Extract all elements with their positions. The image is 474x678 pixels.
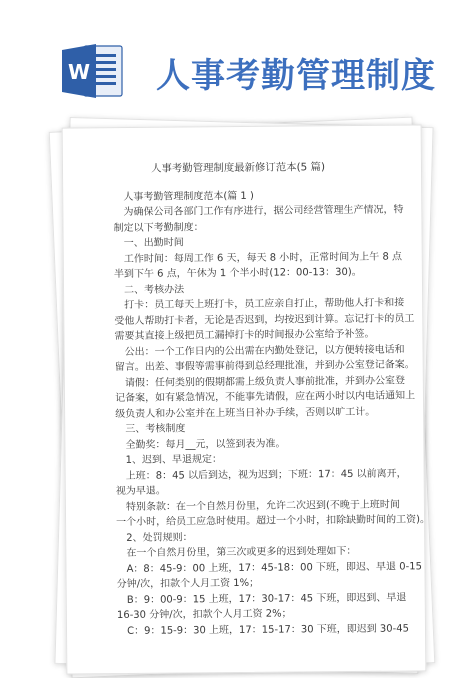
paragraph-line: 一个小时，给员工应急时使用。超过一个小时，扣除缺勤时间的工资)。 bbox=[116, 514, 431, 528]
paragraph-line: 半到下午 6 点，午休为 1 个半小时(12：00-13：30)。 bbox=[113, 266, 362, 280]
paragraph-line: 为确保公司各部门工作有序进行，据公司经营管理生产情况，特 bbox=[123, 204, 404, 218]
section-heading: 人事考勤管理制度范本(篇 1 ) bbox=[123, 190, 254, 203]
header-title: 人事考勤管理制度 bbox=[156, 56, 436, 96]
word-logo-letter: W bbox=[67, 60, 91, 84]
document-body bbox=[113, 160, 431, 639]
page-header bbox=[0, 0, 474, 108]
paragraph-line: 16-30 分钟/次，扣款个人月工资 2%； bbox=[116, 608, 292, 621]
paragraph-line: 受他人帮助打卡者，无论是否迟到，均按迟到计算。忘记打卡的员工 bbox=[114, 312, 415, 327]
word-document-icon bbox=[60, 42, 124, 100]
paragraph-line: 留言。出差、事假等需事前得到总经理批准，并到办公室登记备案。 bbox=[114, 359, 415, 373]
paragraph-line: 制定以下考勤制度： bbox=[113, 221, 204, 234]
section-heading: 三、考核制度 bbox=[125, 423, 186, 435]
paragraph-line: 在一个自然月份里，第三次或更多的迟到处理如下： bbox=[126, 545, 357, 559]
paragraph-line: B：9：00-9：15 上班，17：30-17：45 下班，即迟到、早退 bbox=[126, 591, 407, 606]
paragraph-line: 记备案，如有紧急情况，不能事先请假，应在两小时以内电话通知上 bbox=[115, 390, 416, 404]
section-heading: 二、考核办法 bbox=[124, 283, 185, 296]
paragraph-line: 视为早退。 bbox=[115, 485, 166, 497]
paragraph-line: 特别条款：在一个自然月份里，允许二次迟到(不晚于上班时间 bbox=[125, 499, 400, 513]
document-title: 人事考勤管理制度最新修订范本(5 篇) bbox=[151, 161, 326, 175]
paragraph-line: 级负责人和办公室并在上班当日补办手续，否则以旷工计。 bbox=[115, 406, 376, 420]
subsection-heading: 1、迟到、早退规定： bbox=[125, 454, 223, 466]
subsection-heading: 2、处罚规则： bbox=[126, 531, 193, 544]
paragraph-line: 请假：任何类别的假期都需上级负责人事前批准，并到办公室登 bbox=[124, 374, 405, 389]
paragraph-line: A：8：45-9：00 上班，17：45-18：00 下班，即迟、早退 0-15 bbox=[126, 560, 422, 575]
paragraph-line: 上班：8：45 以后到达，视为迟到；下班：17：45 以前离开， bbox=[125, 467, 407, 482]
paragraph-line: 分钟/次，扣款个人月工资 1%； bbox=[116, 577, 260, 590]
section-heading: 一、出勤时间 bbox=[123, 237, 184, 249]
paragraph-line: C：9：15-9：30 上班，17：15-17：30 下班，即迟到 30-45 bbox=[127, 622, 410, 637]
paragraph-line: 全勤奖：每月__元，以签到表为准。 bbox=[125, 438, 286, 451]
paragraph-line: 打卡：员工每天上班打卡，员工应亲自打止，帮助他人打卡和接 bbox=[124, 297, 405, 311]
paragraph-line: 公出：一个工作日内的公出需在内勤处登记，以方便转接电话和 bbox=[124, 343, 405, 358]
paragraph-line: 需要其直接上级把员工漏掉打卡的时间报办公室给予补签。 bbox=[114, 328, 375, 342]
paragraph-line: 工作时间：每周工作 6 天，每天 8 小时，正常时间为上午 8 点 bbox=[123, 250, 403, 265]
